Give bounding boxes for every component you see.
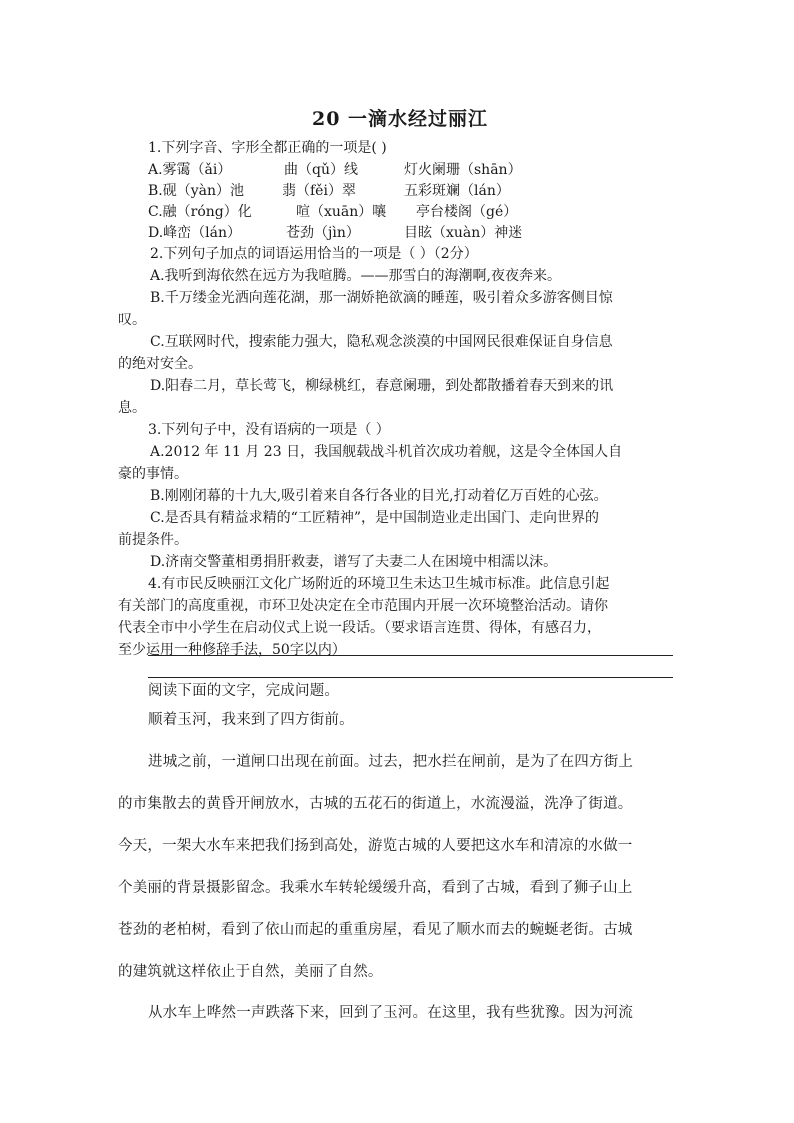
q2-option-a: A.我听到海依然在远方为我喧腾。——那雪白的海潮啊,夜夜奔来。: [150, 268, 562, 284]
q3-option-b: B.刚刚闭幕的十九大,吸引着来自各行各业的目光,打动着亿万百姓的心弦。: [150, 488, 608, 504]
q1-option-c-3: 亭台楼阁（gé）: [416, 204, 518, 220]
reading-paragraph-3-line1: 从水车上哗然一声跌落下来，回到了玉河。在这里，我有些犹豫。因为河流: [148, 1005, 634, 1021]
q2-option-b-line1: B.千万缕金光洒向莲花湖，那一湖娇艳欲滴的睡莲，吸引着众多游客侧目惊: [150, 290, 613, 306]
q1-option-c-2: 喧（xuān）嚷: [296, 204, 387, 220]
question-4-line2: 有关部门的高度重视，市环卫处决定在全市范围内开展一次环境整治活动。请你: [118, 598, 608, 614]
q2-option-c-line1: C.互联网时代，搜索能力强大，隐私观念淡漠的中国网民很难保证自身信息: [150, 334, 613, 350]
q1-option-b-3: 五彩斑斓（lán）: [404, 183, 510, 199]
reading-paragraph-2-line6: 的建筑就这样依止于自然，美丽了自然。: [118, 964, 383, 980]
reading-paragraph-1: 顺着玉河，我来到了四方街前。: [148, 712, 354, 728]
reading-paragraph-2-line5: 苍劲的老柏树，看到了依山而起的重重房屋，看见了顺水而去的蜿蜒老街。古城: [118, 922, 633, 938]
q1-option-a-3: 灯火阑珊（shān）: [404, 162, 522, 178]
q2-option-c-line2: 的绝对安全。: [118, 356, 202, 372]
q1-option-a-1: A.雾霭（ǎi）: [148, 162, 232, 178]
q1-option-c-1: C.融（róng）化: [148, 204, 252, 220]
answer-line-2[interactable]: [148, 677, 673, 678]
q2-option-d-line2: 息。: [118, 400, 146, 416]
reading-paragraph-2-line4: 个美丽的背景摄影留念。我乘水车转轮缓缓升高，看到了古城，看到了狮子山上: [118, 880, 633, 896]
reading-paragraph-2-line2: 的市集散去的黄昏开闸放水，古城的五花石的街道上，水流漫溢，洗净了街道。: [118, 796, 633, 812]
q3-option-a-line1: A.2012 年 11 月 23 日，我国舰载战斗机首次成功着舰，这是令全体国人自: [150, 444, 623, 460]
question-3-stem: 3.下列句子中，没有语病的一项是（ ）: [148, 422, 390, 438]
question-4-line3: 代表全市中小学生在启动仪式上说一段话。（要求语言连贯、得体，有感召力，: [118, 620, 601, 636]
q2-option-d-line1: D.阳春二月，草长莺飞，柳绿桃红，春意阑珊，到处都散播着春天到来的讯: [150, 378, 614, 394]
reading-intro: 阅读下面的文字，完成问题。: [148, 683, 340, 699]
reading-paragraph-2-line3: 今天，一架大水车来把我们扬到高处，游览古城的人要把这水车和清凉的水做一: [118, 838, 633, 854]
q1-option-b-2: 翡（fěi）翠: [282, 183, 356, 199]
question-2-stem: 2.下列句子加点的词语运用恰当的一项是（ ）（2分）: [150, 246, 478, 262]
reading-paragraph-2-line1: 进城之前，一道闸口出现在前面。过去，把水拦在闸前，是为了在四方街上: [148, 754, 634, 770]
q3-option-c-line1: C.是否具有精益求精的“工匠精神”，是中国制造业走出国门、走向世界的: [150, 510, 599, 526]
question-1-stem: 1.下列字音、字形全都正确的一项是( ): [148, 140, 387, 156]
q1-option-d-1: D.峰峦（lán）: [148, 225, 242, 241]
q3-option-a-line2: 豪的事情。: [118, 466, 188, 482]
q3-option-d: D.济南交警董相勇捐肝救妻，谱写了夫妻二人在困境中相濡以沫。: [150, 554, 558, 570]
q1-option-d-2: 苍劲（jìn）: [286, 225, 360, 241]
q1-option-d-3: 目眩（xuàn）神迷: [404, 225, 523, 241]
question-4-line1: 4.有市民反映丽江文化广场附近的环境卫生未达卫生城市标准。此信息引起: [148, 576, 610, 592]
q1-option-b-1: B.砚（yàn）池: [148, 183, 245, 199]
answer-line-1[interactable]: [148, 655, 673, 656]
q3-option-c-line2: 前提条件。: [118, 532, 188, 548]
question-4-line4: 至少运用一种修辞手法，50字以内）: [118, 642, 346, 658]
q1-option-a-2: 曲（qǔ）线: [284, 162, 358, 178]
lesson-title: 20 一滴水经过丽江: [311, 108, 489, 130]
q2-option-b-line2: 叹。: [118, 312, 146, 328]
